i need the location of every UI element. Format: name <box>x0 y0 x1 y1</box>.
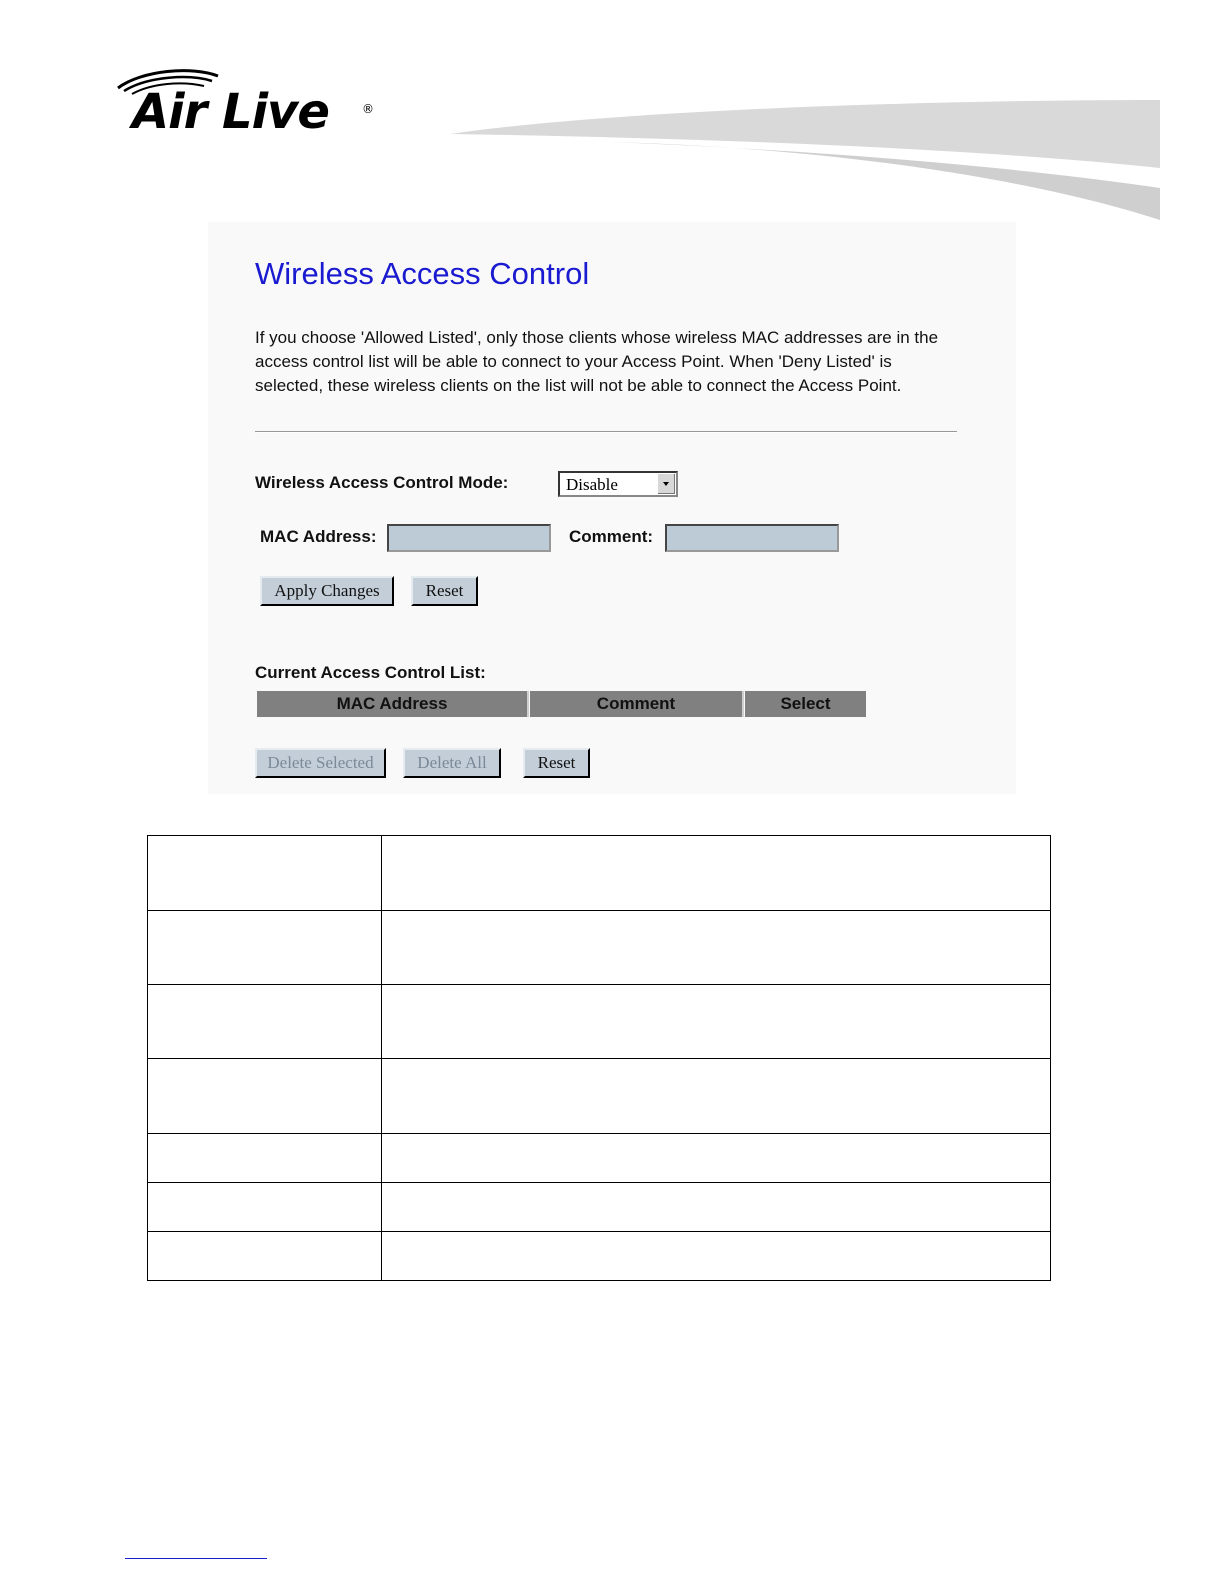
chevron-down-icon[interactable] <box>657 474 675 494</box>
logo-text: Air Live <box>132 84 329 140</box>
divider <box>255 431 957 433</box>
mode-label: Wireless Access Control Mode: <box>255 473 509 492</box>
table-row <box>148 985 1051 1059</box>
table-cell <box>148 1059 382 1134</box>
table-cell <box>382 1183 1051 1232</box>
delete-selected-button[interactable]: Delete Selected <box>255 748 386 778</box>
table-cell <box>382 1059 1051 1134</box>
delete-all-button[interactable]: Delete All <box>403 748 501 778</box>
column-header-mac-address: MAC Address <box>257 691 529 717</box>
page-title: Wireless Access Control <box>255 256 590 291</box>
table-cell <box>148 1232 382 1281</box>
table-cell <box>148 985 382 1059</box>
table-row <box>148 911 1051 985</box>
mac-address-label: MAC Address: <box>260 527 377 546</box>
table-cell <box>148 1183 382 1232</box>
apply-changes-button[interactable]: Apply Changes <box>260 576 394 606</box>
registered-mark: ® <box>362 102 374 116</box>
mode-selected-value: Disable <box>566 475 618 494</box>
comment-label: Comment: <box>569 527 654 546</box>
mac-address-input[interactable] <box>387 524 551 552</box>
reset-form-button[interactable]: Reset <box>411 576 478 606</box>
reset-list-button[interactable]: Reset <box>523 748 590 778</box>
header-swoosh-graphic <box>450 98 1160 223</box>
column-header-select: Select <box>745 691 866 717</box>
field-description-table <box>147 835 1051 1281</box>
table-cell <box>148 836 382 911</box>
table-cell <box>382 1134 1051 1183</box>
table-row <box>148 1134 1051 1183</box>
table-row <box>148 1183 1051 1232</box>
column-header-comment: Comment <box>530 691 744 717</box>
footer-link-underline[interactable] <box>125 1558 267 1559</box>
table-cell <box>148 1134 382 1183</box>
table-row <box>148 836 1051 911</box>
table-cell <box>382 836 1051 911</box>
acl-title: Current Access Control List: <box>255 663 486 682</box>
router-settings-panel <box>208 222 1016 794</box>
table-cell <box>382 1232 1051 1281</box>
table-row <box>148 1232 1051 1281</box>
table-row <box>148 1059 1051 1134</box>
access-control-mode-select[interactable] <box>558 471 678 497</box>
table-cell <box>148 911 382 985</box>
table-cell <box>382 985 1051 1059</box>
page-description: If you choose 'Allowed Listed', only those clients whose wireless MAC addresses are in the access control list will be able to connect to your Access Point. When 'Deny Listed' is selected, these wireless clients on the list will not be able to connect the Access Point. <box>255 328 939 395</box>
airlive-logo <box>112 66 382 146</box>
comment-input[interactable] <box>665 524 839 552</box>
table-cell <box>382 911 1051 985</box>
